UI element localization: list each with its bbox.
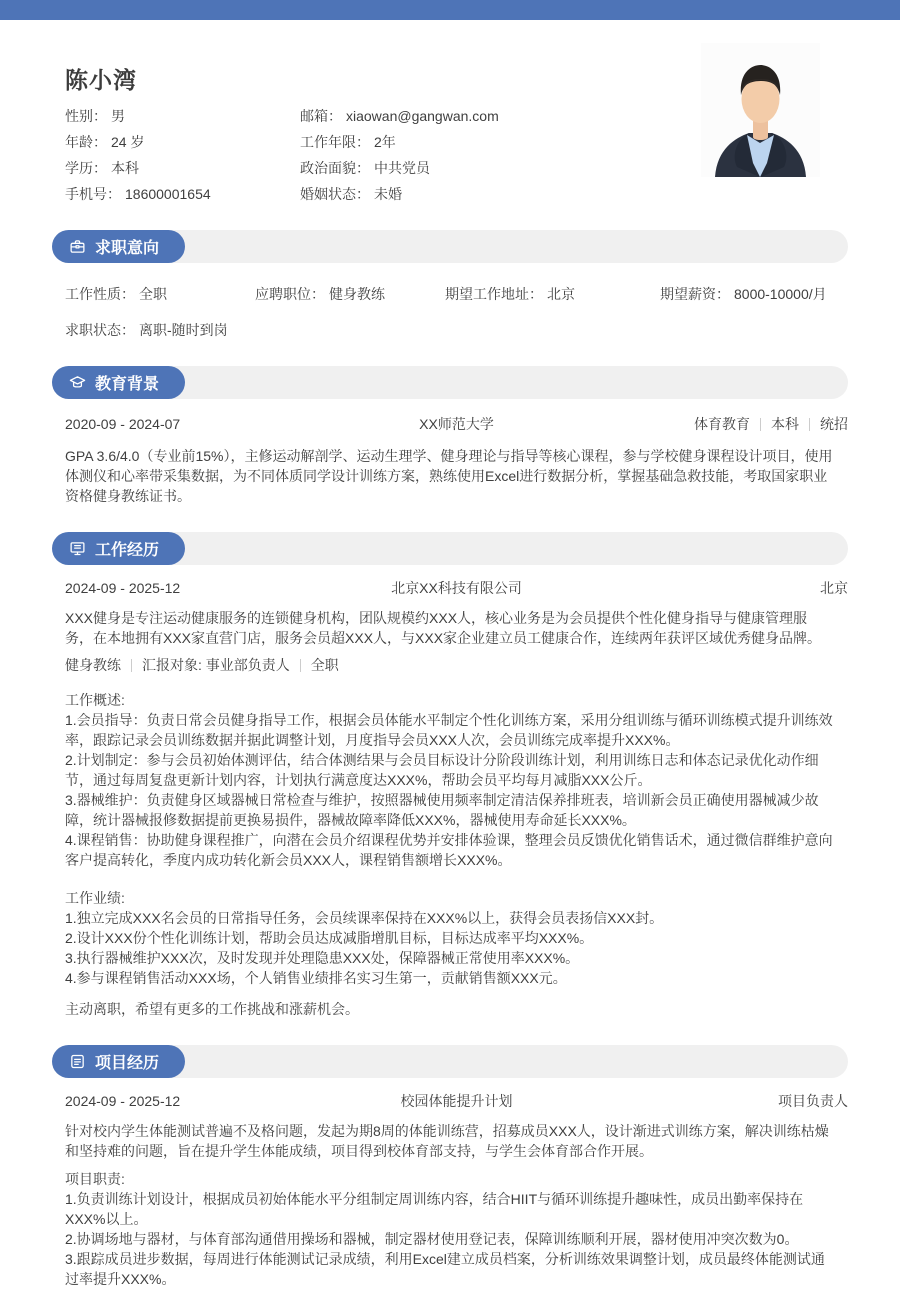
education-description: GPA 3.6/4.0（专业前15%），主修运动解剖学、运动生理学、健身理论与指导等核心课程，参与学校健身课程设计项目，使用体测仪和心率带采集数据，为不同体质同学设计训练方案，熟练使用Excel进行数据分析，掌握基础急救技能，考取国家职业资格健身教练证书。 [65,448,833,504]
education-degree: 本科 [771,416,799,432]
section-badge-education [52,366,185,399]
work-meta-row [65,579,848,598]
project-duty-label: 项目职责: [65,1171,125,1187]
info-age: 年龄： 24 岁 [65,134,145,150]
section-job-intention [52,230,848,263]
section-work-experience [52,532,848,565]
monitor-icon [69,540,86,557]
document-icon [69,1053,86,1070]
section-education [52,366,848,399]
project-role: 项目负责人 [778,1093,848,1109]
divider [300,659,301,672]
project-meta-row [65,1092,848,1111]
company-name: 北京XX科技有限公司 [391,580,522,596]
info-experience-years: 工作年限： 2年 [300,134,396,150]
education-major: 体育教育 [694,416,750,432]
project-intro: 针对校内学生体能测试普遍不及格问题，发起为期8周的体能训练营，招募成员XXX人，设计渐进式训练方案，解决训练枯燥和坚持难的问题，旨在提升学生体能成绩，项目得到校体育部支持，与学生会体育部合作开展。 [65,1123,829,1159]
section-badge-work-experience [52,532,185,565]
work-achievement-item: 4.参与课程销售活动XXX场，个人销售业绩排名实习生第一，贡献销售额XXX元。 [65,970,567,986]
work-overview-item: 3.器械维护：负责健身区域器械日常检查与维护，按照器械使用频率制定清洁保养排班表，培训新会员正确使用器械减少故障，统计器械报修数据提前更换易损件，器械故障率降低XXX%，器械使用寿命延长XXX%。 [65,792,819,828]
project-duty-item: 1.负责训练计划设计，根据成员初始体能水平分组制定周训练内容，结合HIIT与循环训练提升趣味性，成员出勤率保持在XXX%以上。 [65,1191,804,1227]
section-badge-job-intention [52,230,185,263]
work-location: 北京 [820,580,848,596]
work-overview-item: 1.会员指导：负责日常会员健身指导工作，根据会员体能水平制定个性化训练方案，采用分组训练与循环训练模式提升训练效率，跟踪记录会员训练数据并据此调整计划，月度指导会员XXX人次，会员训练完成率提升XXX%。 [65,712,833,748]
info-gender: 性别： 男 [65,108,125,124]
project-duty-item: 3.跟踪成员进步数据，每周进行体能测试记录成绩，利用Excel建立成员档案，分析训练效果调整计划，成员最终体能测试通过率提升XXX%。 [65,1251,825,1287]
section-title: 求职意向 [95,240,160,257]
divider [809,418,810,431]
work-achievement-item: 1.独立完成XXX名会员的日常指导任务，会员续课率保持在XXX%以上，获得会员表扬信XXX封。 [65,910,664,926]
work-overview-item: 4.课程销售：协助健身课程推广，向潜在会员介绍课程优势并安排体验课，整理会员反馈优化销售话术，通过微信群维护意向客户提高转化，季度内成功转化新会员XXX人，课程销售额增长XXX%。 [65,832,833,868]
work-achievement-item: 2.设计XXX份个性化训练计划，帮助会员达成减脂增肌目标，目标达成率平均XXX%。 [65,930,594,946]
person-illustration [701,43,820,177]
info-phone: 手机号： 18600001654 [65,186,211,202]
leave-reason: 主动离职，希望有更多的工作挑战和涨薪机会。 [65,1001,359,1017]
info-marital-status: 婚姻状态： 未婚 [300,186,402,202]
project-period: 2024-09 - 2025-12 [65,1093,181,1109]
project-duty-block [65,1169,835,1289]
info-email: 邮箱： xiaowan@gangwan.com [300,108,499,124]
position-row [65,656,835,675]
section-title: 项目经历 [95,1055,160,1072]
info-political-status: 政治面貌： 中共党员 [300,160,430,176]
candidate-name: 陈小湾 [65,67,137,93]
field-job-status: 求职状态： 离职-随时到岗 [65,322,228,338]
work-overview-label: 工作概述: [65,692,125,708]
divider [131,659,132,672]
work-overview-item: 2.计划制定：参与会员初始体测评估，结合体测结果与会员目标设计分阶段训练计划，利用训练日志和体态记录优化动作细节，通过每周复盘更新计划内容，计划执行满意度达XXX%，帮助会员平均每月减脂XXX公斤。 [65,752,819,788]
company-intro: XXX健身是专注运动健康服务的连锁健身机构，团队规模约XXX人，核心业务是为会员提供个性化健身指导与健康管理服务，在本地拥有XXX家直营门店，服务会员超XXX人，与XXX家企业建立员工健康合作，连续两年获评区域优秀健身品牌。 [65,610,822,646]
graduation-cap-icon [69,374,86,391]
education-tags [694,415,848,434]
section-title: 教育背景 [95,376,160,393]
top-accent-bar [0,0,900,20]
intention-row-1 [65,285,835,304]
position-title: 健身教练 [65,657,121,673]
education-period: 2020-09 - 2024-07 [65,416,181,432]
school-name: XX师范大学 [419,416,494,432]
section-title: 工作经历 [95,542,160,559]
profile-photo [701,43,820,177]
field-target-location: 期望工作地址： 北京 [445,286,575,302]
project-name: 校园体能提升计划 [400,1093,513,1109]
section-badge-project-experience [52,1045,185,1078]
work-achievement-label: 工作业绩: [65,890,125,906]
briefcase-icon [69,238,86,255]
resume-header [0,20,900,204]
field-expected-salary: 期望薪资： 8000-10000/月 [660,286,827,302]
work-overview-block [65,690,835,870]
work-period: 2024-09 - 2025-12 [65,580,181,596]
section-project-experience [52,1045,848,1078]
project-duty-item: 2.协调场地与器材，与体育部沟通借用操场和器械，制定器材使用登记表，保障训练顺利开展，器材使用冲突次数为0。 [65,1231,799,1247]
education-meta-row [65,415,848,434]
education-enroll-type: 统招 [820,416,848,432]
info-education-level: 学历： 本科 [65,160,139,176]
job-type: 全职 [310,657,339,673]
work-achievement-block [65,888,835,988]
field-job-nature: 工作性质： 全职 [65,286,167,302]
divider [760,418,761,431]
report-to: 汇报对象: 事业部负责人 [142,657,290,673]
work-achievement-item: 3.执行器械维护XXX次，及时发现并处理隐患XXX处，保障器械正常使用率XXX%。 [65,950,580,966]
field-target-position: 应聘职位： 健身教练 [255,286,385,302]
